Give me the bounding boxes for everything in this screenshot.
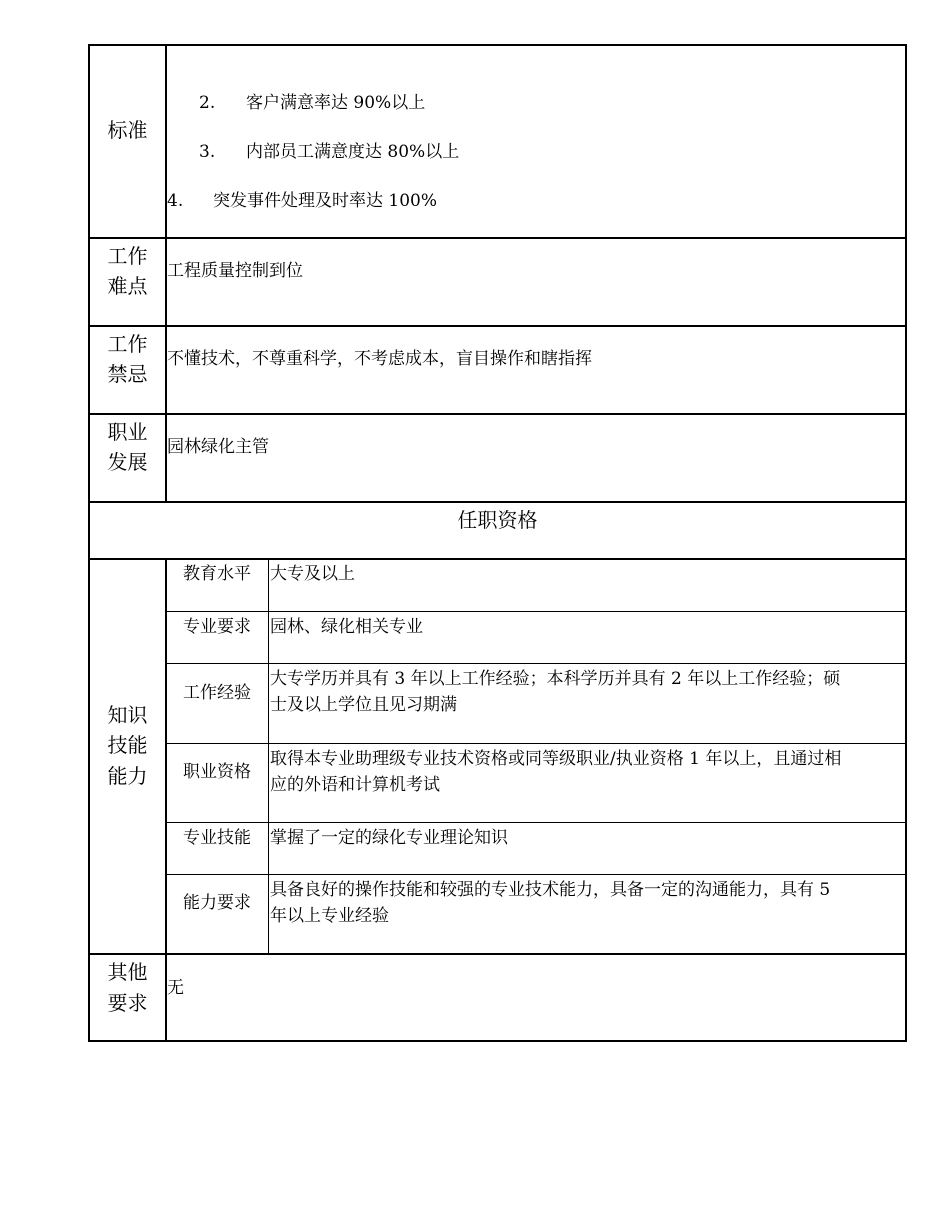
other-label-line-2: 要求 <box>107 991 148 1015</box>
certification-value-line-2: 应的外语和计算机考试 <box>270 775 440 795</box>
row-divider <box>88 237 907 239</box>
education-value: 大专及以上 <box>270 564 355 584</box>
qualification-header: 任职资格 <box>457 508 538 532</box>
ability-label: 能力要求 <box>183 893 251 913</box>
standard-item-text: 客户满意率达 90%以上 <box>246 93 426 113</box>
row-divider <box>88 953 907 955</box>
experience-label: 工作经验 <box>183 683 251 703</box>
row-divider <box>88 501 907 503</box>
major-label: 专业要求 <box>183 617 251 637</box>
taboo-label-line-2: 禁忌 <box>107 362 148 386</box>
standard-item-number: 3. <box>199 142 216 162</box>
column-divider <box>268 558 269 954</box>
standard-item-text: 内部员工满意度达 80%以上 <box>246 142 460 162</box>
difficulty-label-line-1: 工作 <box>107 244 148 268</box>
standard-item-number: 4. <box>167 191 184 211</box>
knowledge-label-line-1: 知识 <box>107 703 148 727</box>
row-divider <box>166 611 907 612</box>
knowledge-label-line-2: 技能 <box>107 733 148 757</box>
career-label-line-2: 发展 <box>107 450 148 474</box>
row-divider <box>88 325 907 327</box>
difficulty-value: 工程质量控制到位 <box>167 261 303 281</box>
row-divider <box>88 558 907 560</box>
ability-value-line-2: 年以上专业经验 <box>270 906 389 926</box>
row-divider <box>166 874 907 875</box>
skill-value: 掌握了一定的绿化专业理论知识 <box>270 828 508 848</box>
skill-label: 专业技能 <box>183 828 251 848</box>
taboo-label-line-1: 工作 <box>107 332 148 356</box>
experience-value-line-1: 大专学历并具有 3 年以上工作经验；本科学历并具有 2 年以上工作经验；硕 <box>270 669 841 689</box>
row-divider <box>166 822 907 823</box>
standard-item-text: 突发事件处理及时率达 100% <box>213 191 438 211</box>
row-divider <box>166 663 907 664</box>
education-label: 教育水平 <box>183 564 251 584</box>
other-value: 无 <box>167 978 184 998</box>
difficulty-label-line-2: 难点 <box>107 274 148 298</box>
career-value: 园林绿化主管 <box>167 437 269 457</box>
certification-value-line-1: 取得本专业助理级专业技术资格或同等级职业/执业资格 1 年以上，且通过相 <box>270 749 842 769</box>
career-label-line-1: 职业 <box>107 420 148 444</box>
standard-label: 标准 <box>107 118 148 142</box>
taboo-value: 不懂技术，不尊重科学，不考虑成本，盲目操作和瞎指挥 <box>167 349 592 369</box>
row-divider <box>88 413 907 415</box>
other-label-line-1: 其他 <box>107 960 148 984</box>
ability-value-line-1: 具备良好的操作技能和较强的专业技术能力，具备一定的沟通能力，具有 5 <box>270 880 831 900</box>
certification-label: 职业资格 <box>183 762 251 782</box>
experience-value-line-2: 士及以上学位且见习期满 <box>270 695 457 715</box>
standard-item-number: 2. <box>199 93 216 113</box>
row-divider <box>166 743 907 744</box>
knowledge-label-line-3: 能力 <box>107 764 148 788</box>
major-value: 园林、绿化相关专业 <box>270 617 423 637</box>
